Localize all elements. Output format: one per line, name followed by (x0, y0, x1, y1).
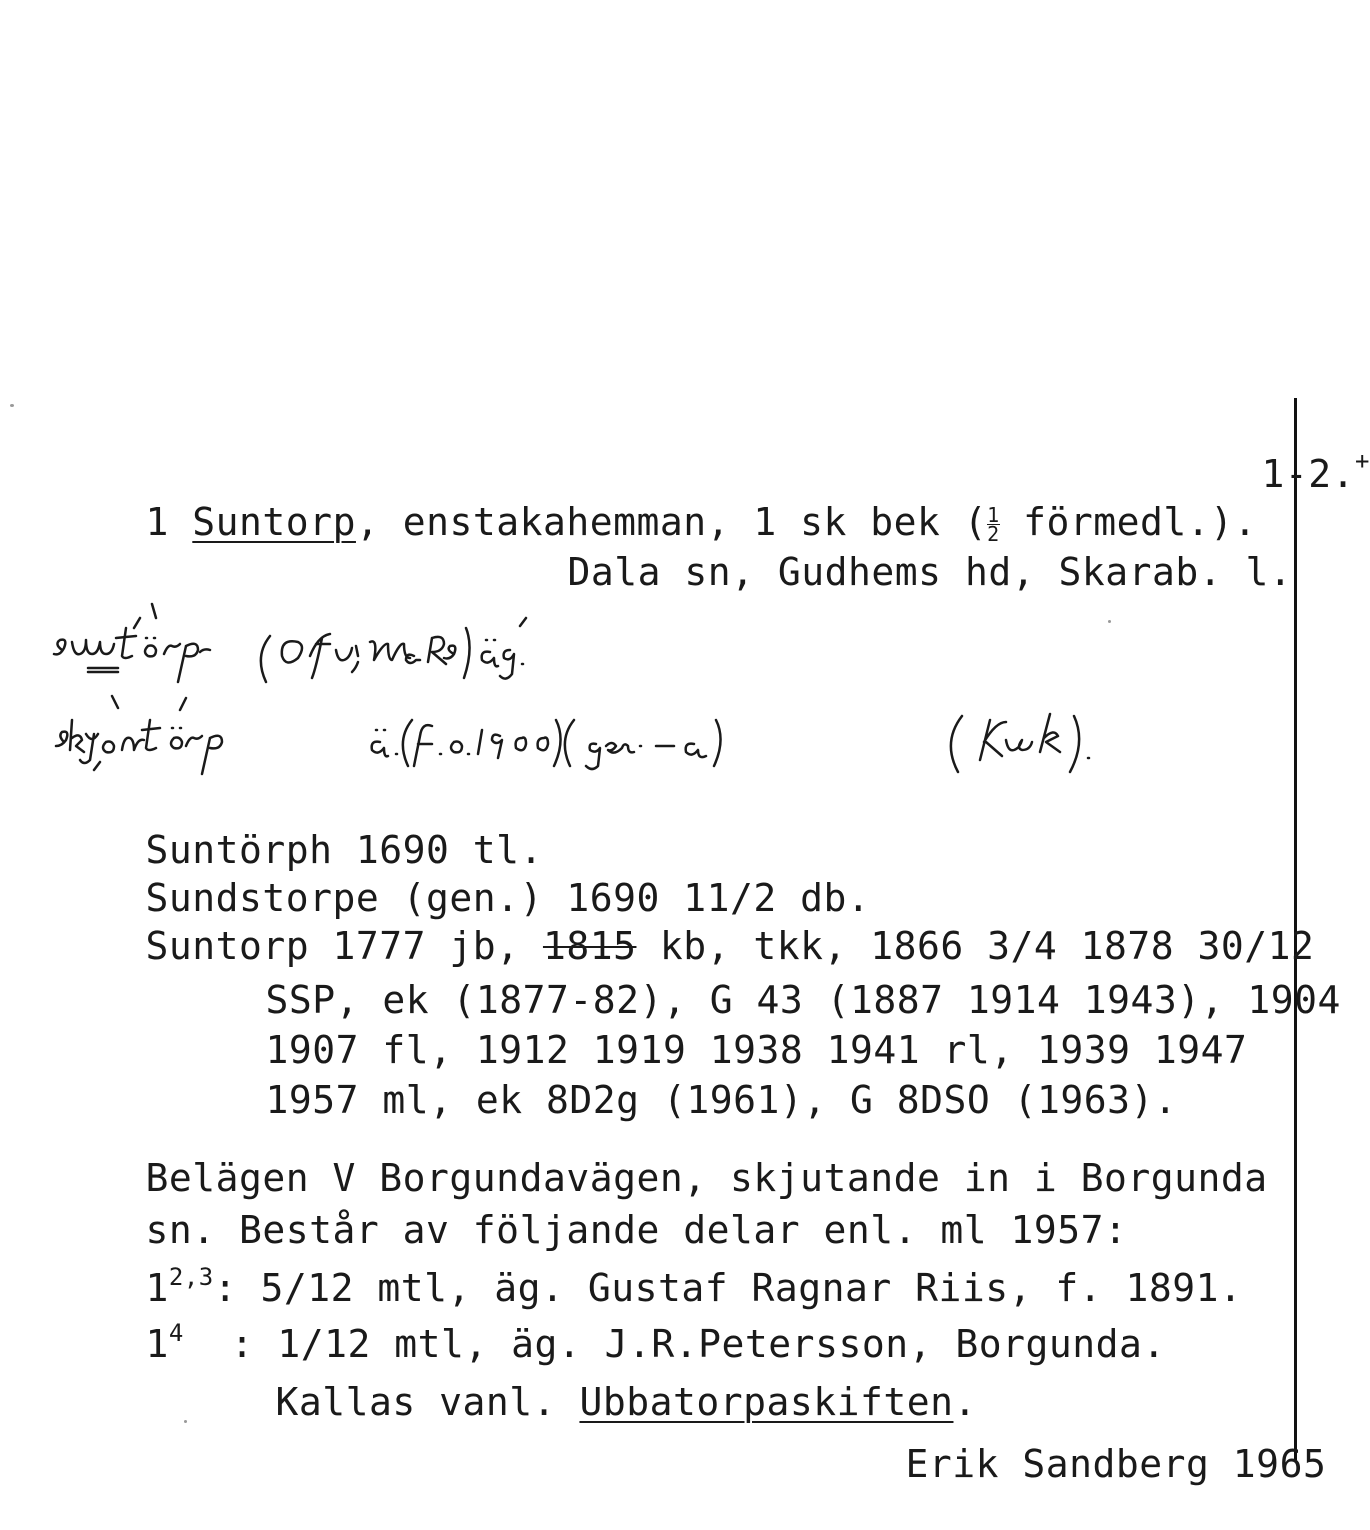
form-line-2: Sundstorpe (gen.) 1690 11/2 db. (145, 876, 871, 920)
reference-number: 1-2.+ (1261, 447, 1370, 496)
scan-speck (184, 1420, 187, 1423)
part-1-superscript: 2,3 (168, 1263, 214, 1291)
part-line-2: $1^4$ : 1/12 mtl, äg. J.R.Petersson, Borgunda. (145, 1319, 1166, 1366)
entry-location: Dala sn, Gudhems hd, Skarab. l. (567, 550, 1293, 594)
reference-mark: + (1355, 447, 1370, 475)
part-2-superscript: 4 (168, 1319, 184, 1347)
scan-speck (1108, 620, 1111, 623)
part-line-3: Kallas vanl. Ubbatorpaskiften. (275, 1380, 977, 1424)
struck-year: 1815 (542, 924, 637, 968)
form-line-3: Suntorp 1777 jb, 1815 kb, tkk, 1866 3/4 1878 30/12 (145, 924, 1315, 968)
form-line-6: 1957 ml, ek 8D2g (1961), G 8DSO (1963). (265, 1078, 1178, 1122)
form-line-1: Suntörph 1690 tl. (145, 828, 543, 872)
fraction: $\frac{1}{2}$ (987, 503, 1000, 546)
local-name: Ubbatorpaskiften (579, 1380, 954, 1424)
place-name: Suntorp (192, 500, 356, 544)
form-line-4: SSP, ek (1877-82), G 43 (1887 1914 1943), 1904 (265, 978, 1341, 1022)
scan-speck (10, 404, 14, 407)
form-line-5: 1907 fl, 1912 1919 1938 1941 rl, 1939 1947 (265, 1028, 1248, 1072)
entry-number: 1 (145, 500, 169, 544)
description-line-1: Belägen V Borgundavägen, skjutande in i Borgunda (145, 1156, 1268, 1200)
part-line-1: 1$^{2,3}$: 5/12 mtl, äg. Gustaf Ragnar Riis, f. 1891. (145, 1263, 1243, 1310)
signature: Erik Sandberg 1965 (905, 1442, 1327, 1486)
entry-heading: 1 Suntorp, enstakahemman, 1 sk bek ( $\frac{1}{2}$ förmedl.). (145, 500, 1257, 546)
description-line-2: sn. Består av följande delar enl. ml 1957: (145, 1208, 1128, 1252)
